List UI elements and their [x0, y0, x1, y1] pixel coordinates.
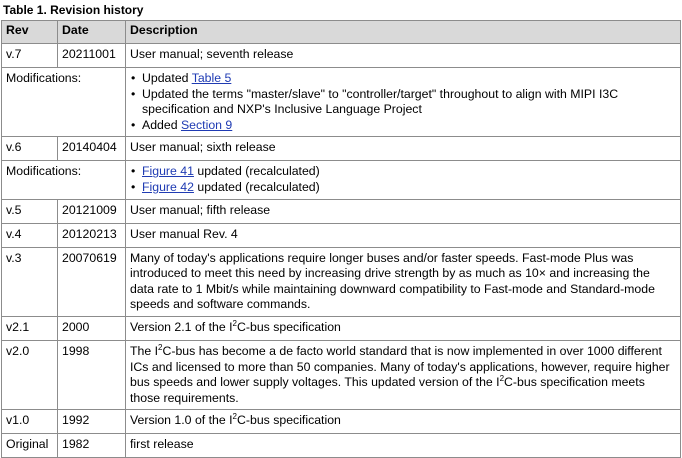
rev-cell: v.4	[2, 223, 58, 247]
modifications-list-cell	[126, 68, 681, 137]
superscript: 2	[499, 374, 505, 384]
description-cell	[126, 410, 681, 434]
date-cell: 1982	[58, 434, 126, 458]
description-cell: User manual; fifth release	[126, 199, 681, 223]
list-item-text: updated (recalculated)	[193, 164, 320, 179]
rev-cell: v2.0	[2, 340, 58, 409]
modifications-list	[130, 164, 676, 195]
bullet-icon: •	[131, 117, 136, 132]
header-rev: Rev	[2, 21, 58, 44]
description-text: The I	[130, 343, 159, 358]
date-cell: 20120213	[58, 223, 126, 247]
list-item	[130, 87, 676, 118]
table-row	[2, 410, 681, 434]
header-date: Date	[58, 21, 126, 44]
description-text: C-bus has become a de facto world standard that is now implemented in over 1000 different ICs and licensed to more than 50 companies. Many of today's applications, however, require higher bus speeds and lower supply voltages. This updated version of the I	[130, 343, 670, 390]
description-text: C-bus specification	[237, 413, 341, 428]
rev-cell: v.6	[2, 137, 58, 161]
table-row	[2, 316, 681, 340]
description-cell: User manual Rev. 4	[126, 223, 681, 247]
table-row	[2, 223, 681, 247]
list-item	[130, 164, 676, 180]
superscript: 2	[232, 318, 237, 328]
date-cell: 20070619	[58, 247, 126, 316]
description-text: Version 1.0 of the I	[130, 413, 233, 428]
figure-42-link[interactable]: Figure 42	[142, 179, 194, 194]
description-cell	[126, 340, 681, 409]
modifications-list-cell	[126, 161, 681, 199]
superscript: 2	[232, 412, 237, 422]
rev-cell: v2.1	[2, 316, 58, 340]
description-cell: first release	[126, 434, 681, 458]
superscript: 2	[158, 342, 163, 352]
list-item-text: Added	[142, 117, 181, 132]
table-5-link[interactable]: Table 5	[191, 71, 232, 85]
date-cell: 20140404	[58, 137, 126, 161]
list-item	[130, 71, 676, 87]
description-cell: User manual; seventh release	[126, 44, 681, 68]
date-cell: 2000	[58, 316, 126, 340]
table-row	[2, 247, 681, 316]
list-item	[130, 118, 676, 134]
table-header-row	[2, 21, 681, 44]
description-cell: User manual; sixth release	[126, 137, 681, 161]
description-cell: Many of today's applications require longer buses and/or faster speeds. Fast-mode Plus was introduced to meet this need by increasing drive strength by as much as 10× and increasing the data rate to 1 Mbit/s while maintaining downward compatibility to Fast-mode and Standard-mode speeds and software commands.	[126, 247, 681, 316]
bullet-icon: •	[131, 86, 136, 101]
list-item	[130, 180, 676, 196]
section-9-link[interactable]: Section 9	[180, 117, 233, 132]
table-caption: Table 1. Revision history	[3, 3, 144, 17]
date-cell: 20121009	[58, 199, 126, 223]
date-cell: 20211001	[58, 44, 126, 68]
revision-history-table	[1, 20, 681, 458]
rev-cell: v.7	[2, 44, 58, 68]
date-cell: 1998	[58, 340, 126, 409]
list-item-text: updated (recalculated)	[193, 179, 320, 194]
description-cell	[126, 316, 681, 340]
table-row	[2, 199, 681, 223]
table-row	[2, 434, 681, 458]
description-text: Version 2.1 of the I	[130, 319, 233, 334]
modifications-list	[130, 71, 676, 133]
header-description: Description	[126, 21, 681, 44]
modifications-label: Modifications:	[2, 68, 126, 137]
date-cell: 1992	[58, 410, 126, 434]
rev-cell: v.3	[2, 247, 58, 316]
bullet-icon: •	[131, 164, 136, 179]
list-item-text: Updated	[142, 71, 192, 85]
description-text: C-bus specification	[237, 319, 341, 334]
rev-cell: v.5	[2, 199, 58, 223]
list-item-text: Updated the terms "master/slave" to "controller/target" throughout to align with MIPI I3C specification and NXP's Inclusive Language Project	[142, 86, 619, 117]
rev-cell: v1.0	[2, 410, 58, 434]
table-row	[2, 44, 681, 68]
description-text: C-bus specification meets those requirements.	[130, 375, 645, 405]
modifications-row	[2, 68, 681, 137]
table-row	[2, 340, 681, 409]
table-row	[2, 137, 681, 161]
bullet-icon: •	[131, 179, 136, 194]
bullet-icon: •	[131, 71, 136, 85]
modifications-label: Modifications:	[2, 161, 126, 199]
figure-41-link[interactable]: Figure 41	[142, 164, 194, 179]
rev-cell: Original	[2, 434, 58, 458]
modifications-row	[2, 161, 681, 199]
